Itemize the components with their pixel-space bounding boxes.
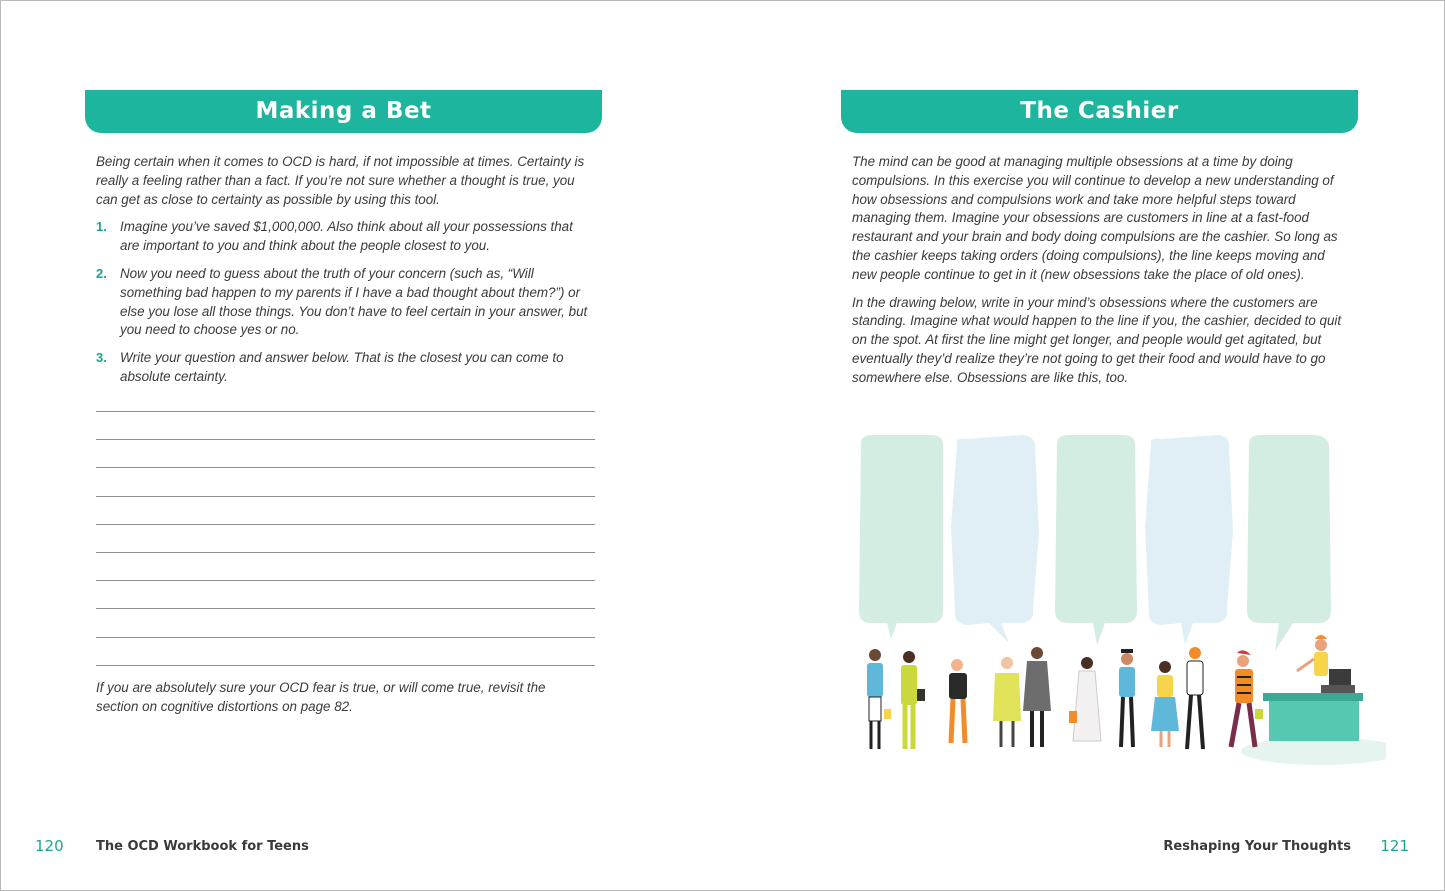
left-page bbox=[1, 1, 721, 890]
right-body bbox=[852, 153, 1352, 397]
customer-figure bbox=[949, 659, 967, 743]
cashier-counter bbox=[1263, 669, 1363, 741]
answer-writing-lines[interactable] bbox=[96, 411, 595, 693]
running-head: The OCD Workbook for Teens bbox=[96, 839, 309, 854]
footnote: If you are absolutely sure your OCD fear is true, or will come true, revisit the section on cognitive distortions on page 82. bbox=[96, 680, 546, 714]
left-body bbox=[96, 153, 591, 396]
intro-paragraph: Being certain when it comes to OCD is hard, if not impossible at times. Certainty is really a feeling rather than a fact. If you’re not sure whether a thought is true, you can get as close to certainty as possible by using this tool. bbox=[96, 154, 585, 207]
step-number: 1. bbox=[96, 219, 107, 235]
customer-figure bbox=[1119, 649, 1135, 747]
speech-bubble[interactable] bbox=[1145, 435, 1233, 645]
body-paragraph: The mind can be good at managing multiple obsessions at a time by doing compulsions. In this exercise you will continue to develop a new understanding of how obsessions and compulsions work and take more helpful steps toward managing them. Imagine your obsessions are customers in line at a fast-food restaurant and your brain and body doing compulsions are the cashier. So long as the cashier keeps taking orders (doing compulsions), the line keeps moving and new people continue to get in it (new obsessions take the place of old ones). bbox=[852, 154, 1338, 282]
customer-figure bbox=[1187, 647, 1203, 749]
cashier-line-illustration bbox=[851, 431, 1386, 776]
writing-line[interactable] bbox=[96, 608, 595, 636]
customer-figure bbox=[993, 657, 1021, 747]
writing-line[interactable] bbox=[96, 637, 595, 665]
writing-line[interactable] bbox=[96, 524, 595, 552]
customer-figure bbox=[1231, 650, 1263, 747]
speech-bubble[interactable] bbox=[951, 435, 1039, 643]
customer-figure bbox=[901, 651, 925, 749]
writing-line[interactable] bbox=[96, 552, 595, 580]
speech-bubble[interactable] bbox=[1055, 435, 1137, 645]
writing-line[interactable] bbox=[96, 496, 595, 524]
writing-line[interactable] bbox=[96, 439, 595, 467]
writing-line[interactable] bbox=[96, 411, 595, 439]
list-item bbox=[96, 265, 591, 340]
customer-figure bbox=[867, 649, 891, 749]
section-heading-banner: Making a Bet bbox=[85, 90, 602, 133]
speech-bubble[interactable] bbox=[859, 435, 943, 639]
section-heading-banner: The Cashier bbox=[841, 90, 1358, 133]
step-number: 2. bbox=[96, 265, 107, 281]
right-page bbox=[723, 1, 1444, 890]
list-item bbox=[96, 349, 591, 387]
step-number: 3. bbox=[96, 350, 107, 366]
running-head: Reshaping Your Thoughts bbox=[1163, 839, 1351, 854]
writing-line[interactable] bbox=[96, 467, 595, 495]
customer-figure bbox=[1151, 661, 1179, 747]
steps-list bbox=[96, 218, 591, 386]
list-item bbox=[96, 218, 591, 256]
writing-line[interactable] bbox=[96, 580, 595, 608]
page-number: 121 bbox=[1380, 837, 1409, 855]
speech-bubble[interactable] bbox=[1247, 435, 1331, 651]
cashier-figure bbox=[1297, 635, 1328, 676]
step-text: Write your question and answer below. That is the closest you can come to absolute certainty. bbox=[120, 350, 564, 384]
body-paragraph: In the drawing below, write in your mind’s obsessions where the customers are standing. Imagine what would happen to the line if you, the cashier, decided to quit on the spot. At first the line might get longer, and people would get agitated, but eventually they’d realize they’re not going to get their food and would have to go somewhere else. Obsessions are like this, too. bbox=[852, 294, 1342, 385]
page-number: 120 bbox=[35, 837, 64, 855]
step-text: Now you need to guess about the truth of your concern (such as, “Will something bad happen to my parents if I have a bad thought about them?”) or else you lose all those things. You don’t have to feel certain in your answer, but you need to choose yes or no. bbox=[120, 265, 588, 338]
customer-figure bbox=[1069, 657, 1101, 741]
customer-figure bbox=[1023, 647, 1051, 747]
step-text: Imagine you’ve saved $1,000,000. Also think about all your possessions that are important to you and think about the people closest to you. bbox=[120, 219, 573, 254]
